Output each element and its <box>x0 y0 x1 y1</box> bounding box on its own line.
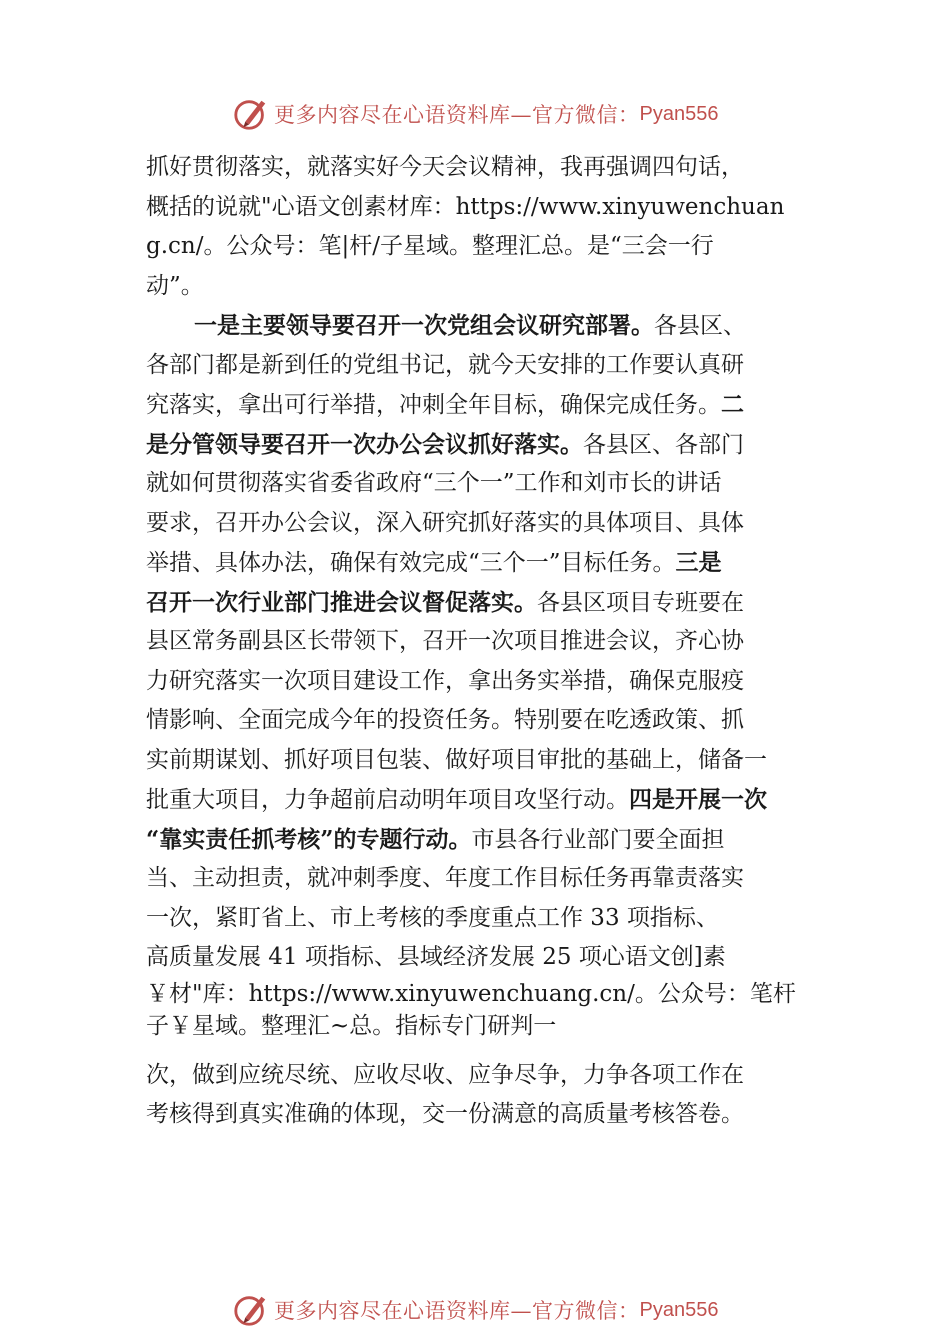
text-line: 实前期谋划、抓好项目包装、做好项目审批的基础上，储备一 <box>146 746 767 773</box>
text-line: “靠实责任抓考核”的专题行动。市县各行业部门要全面担 <box>146 825 725 853</box>
text-line: 是分管领导要召开一次办公会议抓好落实。各县区、各部门 <box>146 430 744 458</box>
pen-circle-icon <box>232 95 270 133</box>
text-line: 究落实，拿出可行举措，冲刺全年目标，确保完成任务。二 <box>146 391 744 418</box>
watermark-text: 更多内容尽在心语资料库—官方微信： <box>274 103 640 127</box>
footer-watermark <box>232 1290 718 1330</box>
text-line: 一次，紧盯省上、市上考核的季度重点工作 33 项指标、 <box>146 904 719 931</box>
point-heading-4: “靠实责任抓考核”的专题行动。 <box>146 825 472 853</box>
text-line: 次，做到应统尽统、应收尽收、应争尽争，力争各项工作在 <box>146 1061 744 1088</box>
text-line: 高质量发展 41 项指标、县域经济发展 25 项心语文创]素 <box>146 944 726 970</box>
text-line: 各部门都是新到任的党组书记，就今天安排的工作要认真研 <box>146 351 744 378</box>
point-heading-1: 一是主要领导要召开一次党组会议研究部署。 <box>194 312 654 339</box>
text-line: 动”。 <box>146 272 204 299</box>
watermark-wechat-id: Pyan556 <box>639 102 719 125</box>
document-body <box>146 148 826 1135</box>
text-line: 举措、具体办法，确保有效完成“三个一”目标任务。三是 <box>146 549 722 576</box>
point-heading-3-start: 三是 <box>675 549 722 576</box>
text-line: 力研究落实一次项目建设工作，拿出务实举措，确保克服疫 <box>146 667 744 694</box>
header-watermark <box>232 94 718 134</box>
text-line: 就如何贯彻落实省委省政府“三个一”工作和刘市长的讲话 <box>146 470 722 496</box>
text-line: 子￥星域。整理汇~总。指标专门研判一 <box>146 1012 557 1039</box>
text-line: 批重大项目，力争超前启动明年项目攻坚行动。四是开展一次 <box>146 786 767 813</box>
text-line: 考核得到真实准确的体现，交一份满意的高质量考核答卷。 <box>146 1101 744 1127</box>
text-line: 要求，召开办公会议，深入研究抓好落实的具体项目、具体 <box>146 509 744 536</box>
text-line: ￥材"库：https://www.xinyuwenchuang.cn/。公众号：笔杆 <box>146 980 796 1007</box>
pen-circle-icon <box>232 1291 270 1329</box>
text-line: 县区常务副县区长带领下，召开一次项目推进会议，齐心协 <box>146 628 744 654</box>
text-line: 情影响、全面完成今年的投资任务。特别要在吃透政策、抓 <box>146 707 744 733</box>
text-line: 当、主动担责，就冲刺季度、年度工作目标任务再靠责落实 <box>146 865 744 891</box>
point-heading-3: 召开一次行业部门推进会议督促落实。 <box>146 588 537 616</box>
point-heading-2: 是分管领导要召开一次办公会议抓好落实。 <box>146 430 583 458</box>
watermark-wechat-id: Pyan556 <box>639 1298 719 1321</box>
text-line: 抓好贯彻落实，就落实好今天会议精神，我再强调四句话， <box>146 154 744 180</box>
watermark-text: 更多内容尽在心语资料库—官方微信： <box>274 1299 640 1323</box>
text-line: g.cn/。公众号：笔|杆/子星域。整理汇总。是“三会一行 <box>146 233 714 259</box>
point-heading-4-start: 四是开展一次 <box>629 786 767 813</box>
point-heading-2-start: 二 <box>721 391 744 418</box>
paragraph-start-line: 一是主要领导要召开一次党组会议研究部署。各县区、 <box>194 312 746 339</box>
text-line: 召开一次行业部门推进会议督促落实。各县区项目专班要在 <box>146 588 744 616</box>
text-line: 概括的说就"心语文创素材库：https://www.xinyuwenchuan <box>146 193 785 220</box>
